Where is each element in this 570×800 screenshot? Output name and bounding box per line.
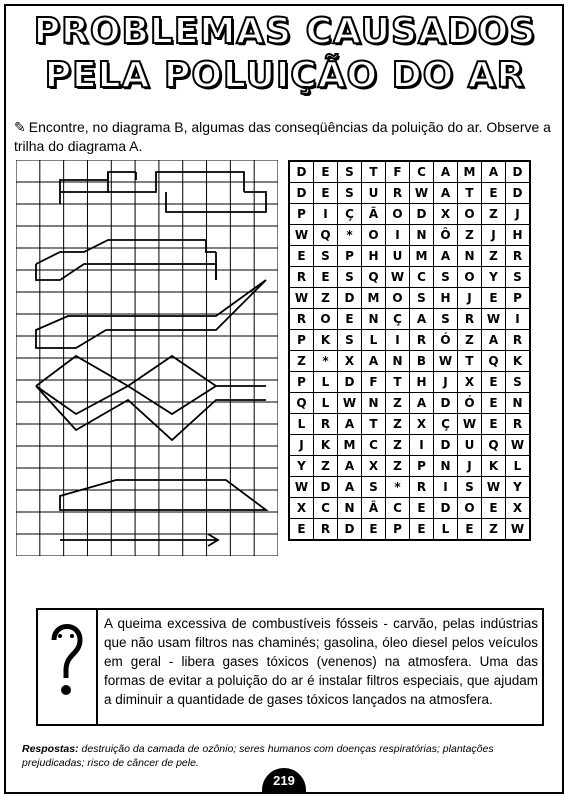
grid-cell: I — [386, 330, 410, 351]
grid-cell: I — [314, 204, 338, 225]
grid-cell: N — [434, 456, 458, 477]
grid-row — [289, 267, 530, 288]
grid-cell: * — [314, 351, 338, 372]
grid-cell: W — [338, 393, 362, 414]
grid-cell: E — [314, 183, 338, 204]
grid-row — [289, 393, 530, 414]
grid-cell: P — [338, 246, 362, 267]
grid-cell: X — [410, 414, 434, 435]
grid-row — [289, 477, 530, 498]
grid-cell: E — [482, 288, 506, 309]
grid-cell: C — [410, 161, 434, 183]
grid-cell: A — [482, 330, 506, 351]
grid-cell: R — [314, 414, 338, 435]
grid-cell: W — [410, 183, 434, 204]
grid-cell: I — [410, 435, 434, 456]
grid-cell: E — [482, 414, 506, 435]
grid-row — [289, 372, 530, 393]
answers-text: destruição da camada de ozônio; seres humanos com doenças respiratórias; plantações prejudicadas; risco de câncer de pele. — [22, 743, 494, 769]
grid-cell: J — [458, 288, 482, 309]
grid-cell: N — [362, 393, 386, 414]
grid-cell: L — [362, 330, 386, 351]
grid-cell: S — [410, 288, 434, 309]
grid-cell: Q — [314, 225, 338, 246]
grid-cell: E — [482, 498, 506, 519]
grid-cell: O — [386, 288, 410, 309]
grid-cell: N — [458, 246, 482, 267]
grid-cell: E — [482, 393, 506, 414]
title-line-2: PELA POLUIÇÃO DO AR — [44, 55, 526, 96]
grid-cell: W — [506, 435, 531, 456]
grid-cell: T — [362, 414, 386, 435]
grid-cell: D — [289, 183, 314, 204]
grid-cell: Ô — [434, 225, 458, 246]
grid-cell: C — [410, 267, 434, 288]
diagram-b — [288, 160, 531, 541]
grid-cell: D — [338, 288, 362, 309]
grid-cell: Ç — [338, 204, 362, 225]
grid-cell: D — [434, 393, 458, 414]
grid-cell: L — [314, 393, 338, 414]
grid-row — [289, 456, 530, 477]
grid-cell: Z — [482, 519, 506, 541]
grid-cell: W — [434, 351, 458, 372]
grid-cell: T — [386, 372, 410, 393]
grid-cell: A — [434, 161, 458, 183]
grid-cell: X — [338, 351, 362, 372]
grid-cell: T — [458, 183, 482, 204]
instruction-text: Encontre, no diagrama B, algumas das conseqüências da poluição do ar. Observe a trilha do diagrama A. — [14, 119, 551, 154]
grid-cell: E — [482, 372, 506, 393]
grid-cell: W — [289, 225, 314, 246]
grid-cell: D — [314, 477, 338, 498]
pencil-icon: ✎ — [14, 119, 26, 135]
grid-cell: R — [506, 414, 531, 435]
grid-cell: A — [434, 183, 458, 204]
grid-cell: Ó — [434, 330, 458, 351]
grid-row — [289, 309, 530, 330]
grid-cell: Ó — [458, 393, 482, 414]
grid-row — [289, 414, 530, 435]
grid-cell: E — [338, 309, 362, 330]
grid-cell: W — [506, 519, 531, 541]
grid-cell: E — [458, 519, 482, 541]
grid-cell: D — [434, 498, 458, 519]
grid-cell: Z — [458, 330, 482, 351]
grid-cell: Â — [362, 498, 386, 519]
grid-cell: Q — [482, 435, 506, 456]
grid-cell: D — [434, 435, 458, 456]
grid-cell: O — [458, 267, 482, 288]
grid-cell: W — [458, 414, 482, 435]
grid-cell: A — [362, 351, 386, 372]
grid-cell: Q — [289, 393, 314, 414]
grid-cell: O — [458, 498, 482, 519]
grid-cell: Z — [386, 414, 410, 435]
grid-cell: D — [506, 161, 531, 183]
grid-cell: N — [506, 393, 531, 414]
grid-cell: W — [289, 477, 314, 498]
grid-cell: R — [506, 330, 531, 351]
grid-cell: O — [362, 225, 386, 246]
grid-cell: A — [410, 393, 434, 414]
grid-row — [289, 288, 530, 309]
grid-cell: Z — [482, 204, 506, 225]
grid-cell: Z — [458, 225, 482, 246]
grid-cell: W — [482, 309, 506, 330]
grid-cell: N — [338, 498, 362, 519]
title-line-1: PROBLEMAS CAUSADOS — [33, 11, 537, 52]
grid-cell: S — [506, 372, 531, 393]
grid-cell: F — [362, 372, 386, 393]
grid-cell: K — [506, 351, 531, 372]
grid-row — [289, 351, 530, 372]
grid-cell: I — [386, 225, 410, 246]
grid-cell: D — [410, 204, 434, 225]
grid-cell: X — [289, 498, 314, 519]
grid-cell: S — [506, 267, 531, 288]
grid-cell: A — [482, 161, 506, 183]
grid-cell: Z — [386, 435, 410, 456]
diagram-a — [16, 160, 278, 556]
grid-cell: P — [289, 204, 314, 225]
grid-cell: W — [386, 267, 410, 288]
grid-cell: O — [386, 204, 410, 225]
grid-cell: H — [410, 372, 434, 393]
grid-cell: P — [289, 330, 314, 351]
grid-cell: T — [362, 161, 386, 183]
grid-cell: S — [338, 267, 362, 288]
grid-cell: P — [506, 288, 531, 309]
grid-cell: * — [386, 477, 410, 498]
grid-row — [289, 519, 530, 541]
grid-cell: X — [362, 456, 386, 477]
grid-cell: S — [362, 477, 386, 498]
grid-cell: D — [506, 183, 531, 204]
instruction — [14, 118, 559, 156]
grid-cell: R — [289, 309, 314, 330]
grid-cell: J — [482, 225, 506, 246]
grid-cell: D — [338, 519, 362, 541]
grid-cell: M — [362, 288, 386, 309]
grid-cell: L — [314, 372, 338, 393]
grid-cell: M — [338, 435, 362, 456]
grid-row — [289, 330, 530, 351]
grid-cell: U — [362, 183, 386, 204]
grid-cell: U — [386, 246, 410, 267]
grid-cell: Z — [289, 351, 314, 372]
grid-cell: S — [338, 161, 362, 183]
grid-cell: P — [410, 456, 434, 477]
grid-cell: U — [458, 435, 482, 456]
grid-cell: Y — [289, 456, 314, 477]
grid-cell: J — [506, 204, 531, 225]
grid-cell: K — [314, 435, 338, 456]
grid-cell: X — [458, 372, 482, 393]
grid-cell: Z — [386, 456, 410, 477]
grid-cell: Z — [386, 393, 410, 414]
grid-cell: W — [482, 477, 506, 498]
grid-cell: D — [338, 372, 362, 393]
grid-cell: Z — [314, 456, 338, 477]
grid-cell: N — [362, 309, 386, 330]
grid-cell: M — [410, 246, 434, 267]
info-text: A queima excessiva de combustíveis fósseis - carvão, pelas indústrias que não usam filtros nas chaminés; gasolina, óleo diesel pelos veículos em geral - libera gases tóxicos (venenos) na atmosfera. Uma das formas de evitar a poluição do ar é instalar filtros especiais, que ajudam a diminuir a quantidade de gases tóxicos lançados na atmosfera. — [104, 616, 538, 707]
grid-cell: C — [314, 498, 338, 519]
page-number: 219 — [262, 768, 306, 792]
grid-row — [289, 435, 530, 456]
grid-cell: A — [434, 246, 458, 267]
grid-cell: Q — [362, 267, 386, 288]
grid-cell: H — [506, 225, 531, 246]
grid-cell: F — [386, 161, 410, 183]
grid-cell: R — [458, 309, 482, 330]
grid-cell: L — [434, 519, 458, 541]
grid-cell: H — [434, 288, 458, 309]
grid-cell: J — [289, 435, 314, 456]
grid-cell: A — [338, 477, 362, 498]
grid-cell: S — [338, 330, 362, 351]
grid-cell: O — [314, 309, 338, 330]
grid-cell: E — [314, 267, 338, 288]
grid-cell: Ã — [362, 204, 386, 225]
grid-cell: A — [338, 414, 362, 435]
grid-cell: E — [289, 519, 314, 541]
grid-cell: X — [506, 498, 531, 519]
grid-row — [289, 161, 530, 183]
grid-cell: H — [362, 246, 386, 267]
grid-cell: C — [362, 435, 386, 456]
grid-cell: L — [289, 414, 314, 435]
grid-cell: E — [410, 519, 434, 541]
grid-row — [289, 183, 530, 204]
grid-cell: R — [410, 330, 434, 351]
grid-cell: N — [410, 225, 434, 246]
grid-cell: D — [289, 161, 314, 183]
grid-cell: Ç — [386, 309, 410, 330]
grid-cell: Y — [482, 267, 506, 288]
grid-cell: E — [289, 246, 314, 267]
page-title — [0, 10, 570, 98]
grid-cell: E — [410, 498, 434, 519]
grid-cell: R — [506, 246, 531, 267]
answers — [22, 742, 557, 770]
grid-cell: J — [458, 456, 482, 477]
grid-cell: T — [458, 351, 482, 372]
grid-cell: S — [434, 309, 458, 330]
question-mark-icon — [38, 610, 98, 724]
grid-row — [289, 498, 530, 519]
grid-cell: R — [410, 477, 434, 498]
grid-cell: Z — [482, 246, 506, 267]
grid-cell: E — [482, 183, 506, 204]
grid-cell: Q — [482, 351, 506, 372]
grid-cell: B — [410, 351, 434, 372]
grid-cell: K — [314, 330, 338, 351]
grid-cell: I — [506, 309, 531, 330]
grid-cell: N — [386, 351, 410, 372]
grid-cell: R — [314, 519, 338, 541]
grid-cell: C — [386, 498, 410, 519]
grid-row — [289, 225, 530, 246]
grid-cell: A — [338, 456, 362, 477]
grid-cell: Z — [314, 288, 338, 309]
grid-cell: E — [314, 161, 338, 183]
grid-cell: S — [434, 267, 458, 288]
grid-cell: L — [506, 456, 531, 477]
grid-cell: * — [338, 225, 362, 246]
grid-cell: K — [482, 456, 506, 477]
grid-cell: E — [362, 519, 386, 541]
grid-cell: J — [434, 372, 458, 393]
answers-label: Respostas: — [22, 743, 79, 755]
info-box — [36, 608, 544, 726]
grid-cell: S — [458, 477, 482, 498]
grid-cell: I — [434, 477, 458, 498]
grid-cell: A — [410, 309, 434, 330]
grid-row — [289, 246, 530, 267]
grid-cell: S — [338, 183, 362, 204]
grid-cell: Y — [506, 477, 531, 498]
grid-cell: R — [386, 183, 410, 204]
grid-cell: W — [289, 288, 314, 309]
grid-cell: Ç — [434, 414, 458, 435]
grid-cell: M — [458, 161, 482, 183]
grid-cell: P — [386, 519, 410, 541]
grid-row — [289, 204, 530, 225]
grid-cell: O — [458, 204, 482, 225]
grid-cell: S — [314, 246, 338, 267]
grid-cell: X — [434, 204, 458, 225]
grid-cell: R — [289, 267, 314, 288]
grid-cell: P — [289, 372, 314, 393]
